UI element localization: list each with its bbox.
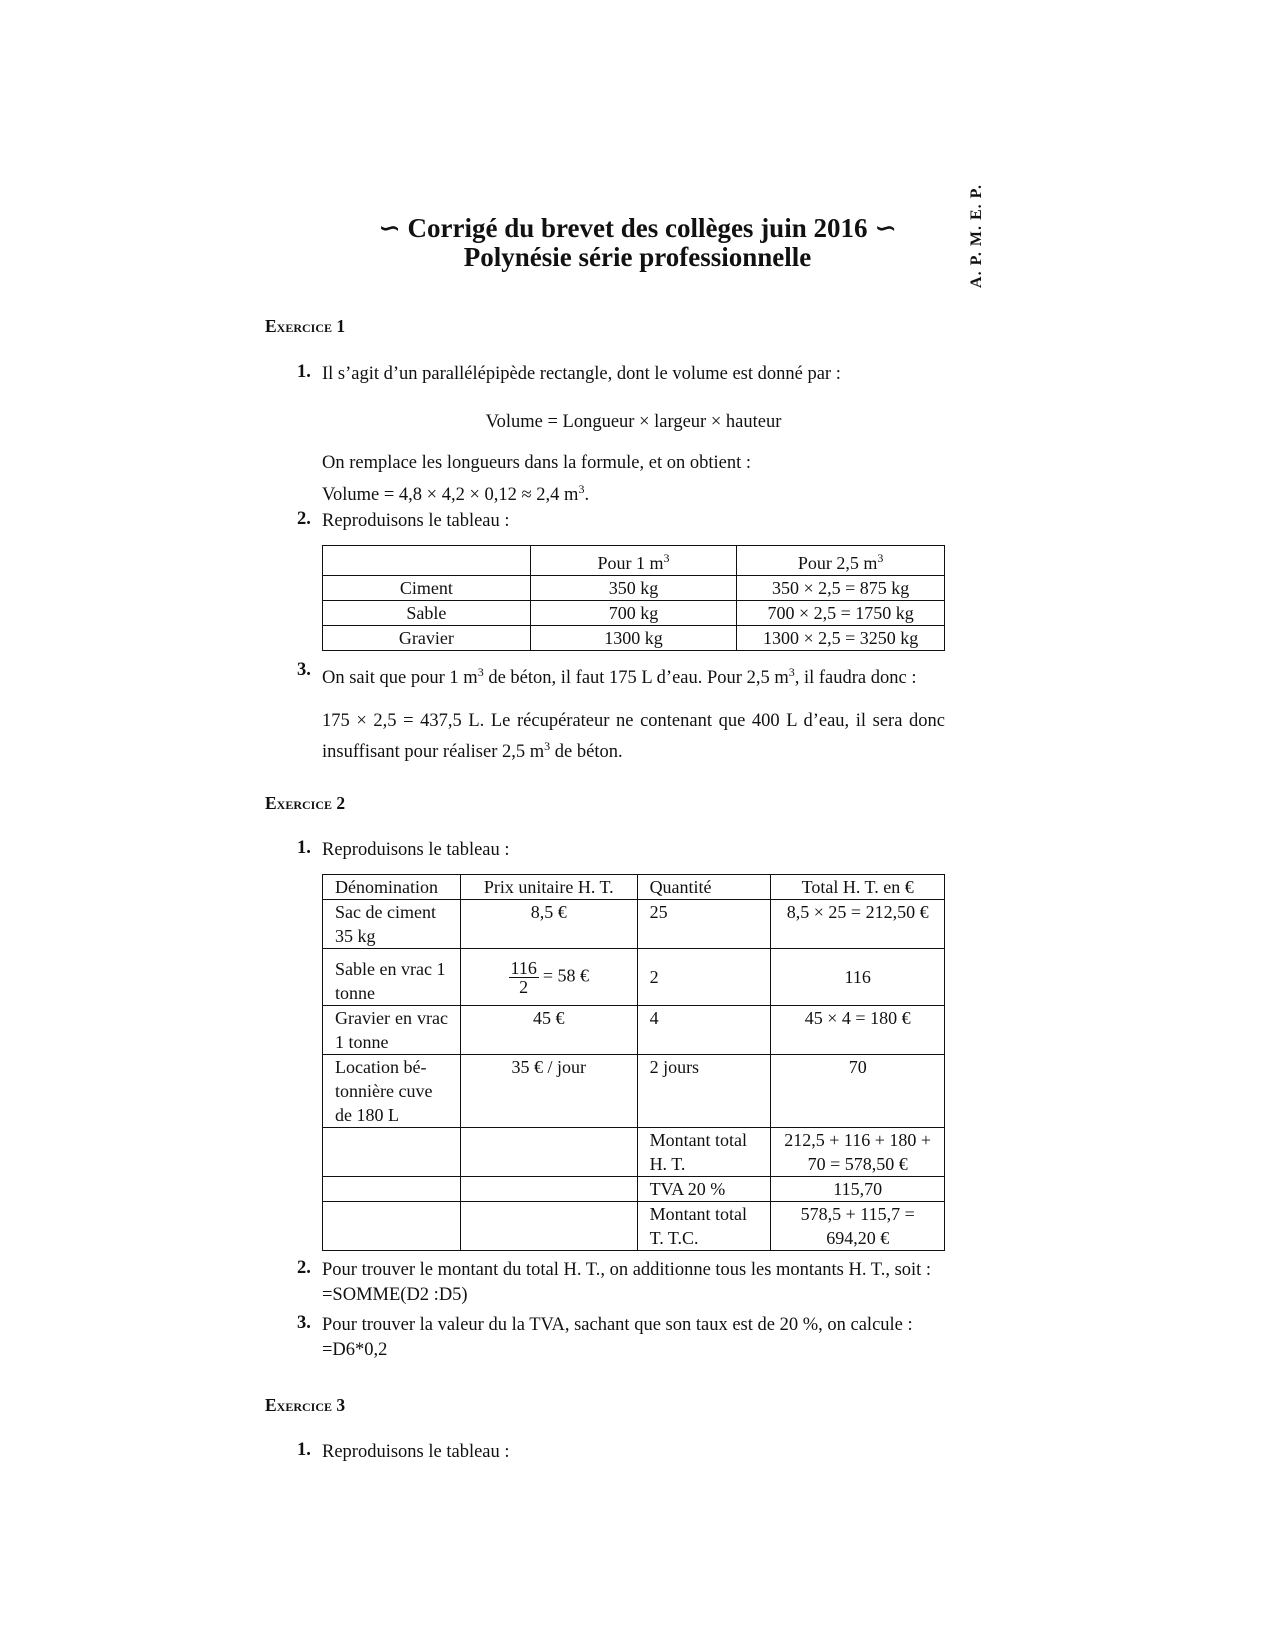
table-cell xyxy=(323,1202,461,1251)
text: de béton, il faut 175 L d’eau. Pour 2,5 m xyxy=(483,668,789,689)
table-cell: 350 × 2,5 = 875 kg xyxy=(737,576,945,601)
exponent: 3 xyxy=(578,482,585,496)
table-cell: 70 xyxy=(771,1055,945,1128)
table-cell xyxy=(323,1128,461,1177)
table-row xyxy=(323,949,945,1006)
exponent: 3 xyxy=(788,665,795,679)
denominator: 2 xyxy=(519,976,529,997)
exercise-1-heading: Exercice 1 xyxy=(265,316,346,336)
table-cell: Quantité xyxy=(637,875,771,900)
table-row xyxy=(323,1202,945,1251)
table-row xyxy=(323,601,945,626)
title-line-1: ∽ Corrigé du brevet des collèges juin 2016 ∽ xyxy=(378,213,897,243)
table-cell: Sac de ciment 35 kg xyxy=(323,900,461,949)
table-cell: 2 jours xyxy=(637,1055,771,1128)
ex1-q1-line2: On remplace les longueurs dans la formule, et on obtient : xyxy=(322,453,751,473)
table-cell xyxy=(323,546,531,576)
table-cell: 2 xyxy=(637,949,771,1006)
ex1-q3-paragraph-1 xyxy=(322,660,945,691)
table-cell: 25 xyxy=(637,900,771,949)
table-row xyxy=(323,576,945,601)
table-header-row xyxy=(323,546,945,576)
table-cell: Prix unitaire H. T. xyxy=(460,875,637,900)
ex2-q2-text: Pour trouver le montant du total H. T., on additionne tous les montants H. T., soit : =SOMME(D2 :D5) xyxy=(322,1260,932,1305)
table-cell: 45 € xyxy=(460,1006,637,1055)
table-cell: 115,70 xyxy=(771,1177,945,1202)
ex2-q1-number: 1. xyxy=(297,838,311,858)
text: 175 × 2,5 = 437,5 L. Le récupérateur ne contenant que 400 L d’eau, il sera donc insuffisant pour réaliser 2,5 m xyxy=(322,711,945,762)
exponent: 3 xyxy=(477,665,484,679)
table-cell: 8,5 × 25 = 212,50 € xyxy=(771,900,945,949)
table-cell: 350 kg xyxy=(530,576,737,601)
table-cell: Sable xyxy=(323,601,531,626)
exercise-2-heading: Exercice 2 xyxy=(265,793,346,813)
ex1-q1-text: Il s’agit d’un parallélépipède rectangle, dont le volume est donné par : xyxy=(322,364,841,384)
table-cell: Gravier en vrac 1 tonne xyxy=(323,1006,461,1055)
table-cell xyxy=(323,1177,461,1202)
table-cell: 578,5 + 115,7 = 694,20 € xyxy=(771,1202,945,1251)
header-text: Pour 2,5 m xyxy=(797,553,878,573)
document-title xyxy=(0,214,1275,272)
ex2-table xyxy=(322,874,945,1251)
text: , il faudra donc : xyxy=(794,668,917,689)
ex1-q1-formula: Volume = Longueur × largeur × hauteur xyxy=(485,412,782,432)
ex1-q2-text: Reproduisons le tableau : xyxy=(322,511,510,531)
table-header-row xyxy=(323,875,945,900)
table-cell: 116 xyxy=(771,949,945,1006)
ex1-q3-number: 3. xyxy=(297,660,311,680)
ex2-q1-text: Reproduisons le tableau : xyxy=(322,840,510,860)
text: de béton. xyxy=(550,741,623,762)
fraction xyxy=(509,959,539,996)
ex1-q1-number: 1. xyxy=(297,362,311,382)
ex1-table xyxy=(322,545,945,651)
table-row xyxy=(323,1177,945,1202)
numerator: 116 xyxy=(510,957,537,978)
table-cell: 700 × 2,5 = 1750 kg xyxy=(737,601,945,626)
ex1-q2-number: 2. xyxy=(297,509,311,529)
table-cell xyxy=(460,1202,637,1251)
table-cell xyxy=(460,1128,637,1177)
exponent: 3 xyxy=(544,738,551,753)
table-cell: 212,5 + 116 + 180 + 70 = 578,50 € xyxy=(771,1128,945,1177)
text: On sait que pour 1 m xyxy=(322,668,478,689)
exponent: 3 xyxy=(877,551,884,565)
table-cell: 4 xyxy=(637,1006,771,1055)
table-cell: Montant total T. T.C. xyxy=(637,1202,771,1251)
ex3-q1-text: Reproduisons le tableau : xyxy=(322,1442,510,1462)
table-cell: 700 kg xyxy=(530,601,737,626)
ex1-q1-line3 xyxy=(322,477,945,508)
table-cell: Location bé-tonnière cuve de 180 L xyxy=(323,1055,461,1128)
table-cell: Sable en vrac 1 tonne xyxy=(323,949,461,1006)
line3-text: Volume = 4,8 × 4,2 × 0,12 ≈ 2,4 m xyxy=(322,485,579,506)
ex2-q2-number: 2. xyxy=(297,1258,311,1278)
table-cell xyxy=(460,1177,637,1202)
exercise-3-heading: Exercice 3 xyxy=(265,1395,346,1415)
table-cell: Montant total H. T. xyxy=(637,1128,771,1177)
header-text: Pour 1 m xyxy=(597,553,664,573)
fraction-result: = 58 € xyxy=(542,965,589,986)
ex2-q3-number: 3. xyxy=(297,1313,311,1333)
table-cell: 8,5 € xyxy=(460,900,637,949)
line3-end: . xyxy=(584,485,590,506)
table-cell xyxy=(460,949,637,1006)
exponent: 3 xyxy=(663,551,670,565)
side-label xyxy=(962,180,992,292)
table-cell: Dénomination xyxy=(323,875,461,900)
ex1-q3-paragraph-2 xyxy=(322,709,945,764)
table-row xyxy=(323,900,945,949)
table-row xyxy=(323,1055,945,1128)
table-row xyxy=(323,1128,945,1177)
table-cell: Ciment xyxy=(323,576,531,601)
side-label-text: A. P. M. E. P. xyxy=(968,184,985,288)
ex3-q1-number: 1. xyxy=(297,1440,311,1460)
table-cell: 35 € / jour xyxy=(460,1055,637,1128)
table-cell: TVA 20 % xyxy=(637,1177,771,1202)
table-cell: 1300 × 2,5 = 3250 kg xyxy=(737,626,945,651)
table-cell: Total H. T. en € xyxy=(771,875,945,900)
ex2-q3-text: Pour trouver la valeur du la TVA, sachant que son taux est de 20 %, on calcule : =D6*0,2 xyxy=(322,1315,913,1360)
table-row xyxy=(323,1006,945,1055)
table-row xyxy=(323,626,945,651)
table-cell xyxy=(737,546,945,576)
table-cell: 45 × 4 = 180 € xyxy=(771,1006,945,1055)
table-cell: 1300 kg xyxy=(530,626,737,651)
title-line-2: Polynésie série professionnelle xyxy=(463,242,812,272)
table-cell xyxy=(530,546,737,576)
table-cell: Gravier xyxy=(323,626,531,651)
